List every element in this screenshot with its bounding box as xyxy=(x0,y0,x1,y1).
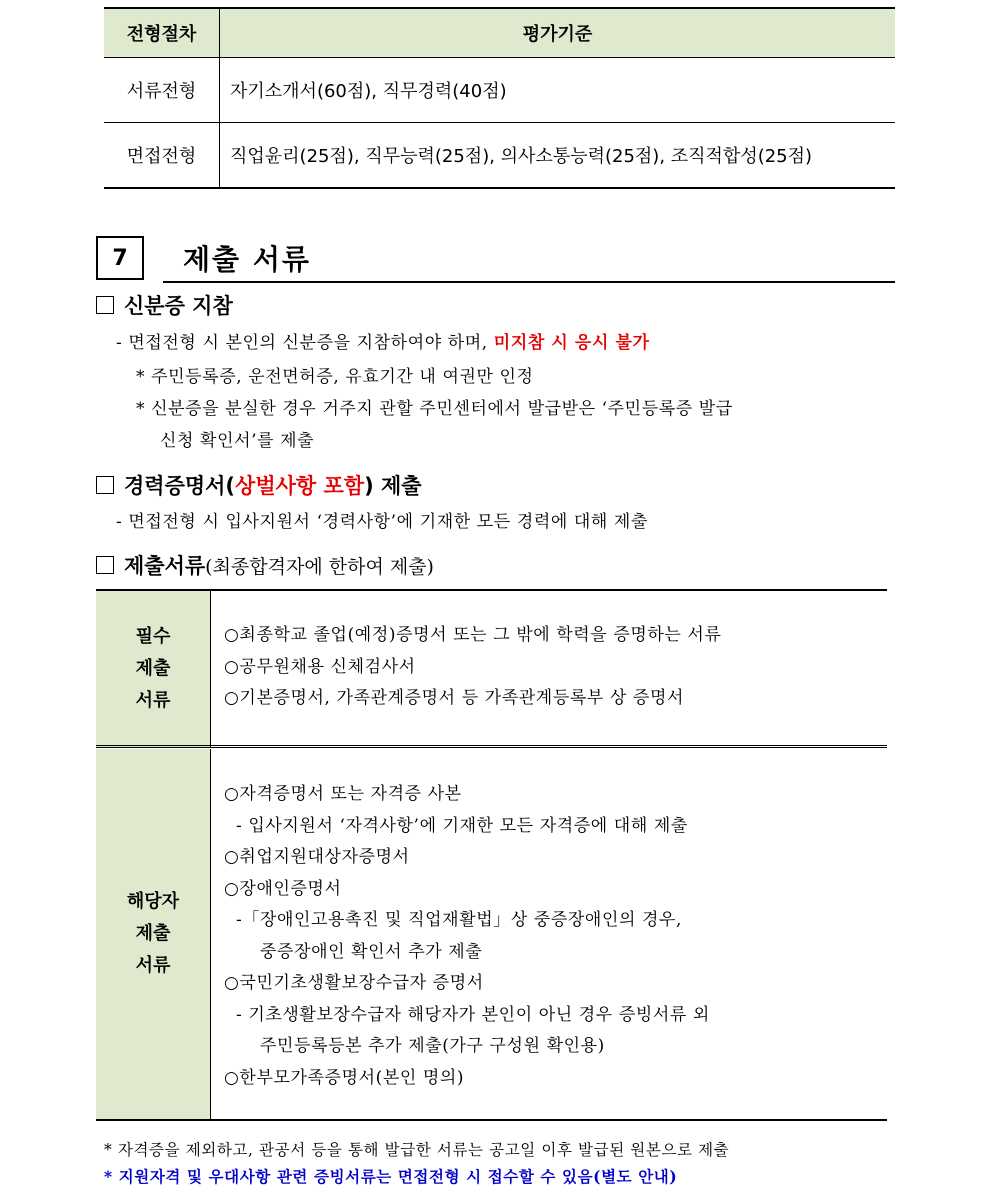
required-docs-row xyxy=(96,589,887,747)
header-stage: 전형절차 xyxy=(104,8,220,58)
list-item: ○자격증명서 또는 자격증 사본 xyxy=(224,784,462,804)
list-item: - 기초생활보장수급자 해당자가 본인이 아닌 경우 증빙서류 외 xyxy=(224,1004,710,1025)
required-label-cell: 필수 제출 서류 xyxy=(96,591,211,747)
id-card-heading: 신분증 지참 xyxy=(96,290,233,320)
list-item: ○한부모가족증명서(본인 명의) xyxy=(224,1067,465,1088)
list-item: 중증장애인 확인서 추가 제출 xyxy=(224,941,483,962)
list-item: ○장애인증명서 xyxy=(224,878,342,899)
stage-cell: 면접전형 xyxy=(104,123,220,189)
applicable-docs-list xyxy=(224,779,710,1094)
id-card-line: - 면접전형 시 본인의 신분증을 지참하여야 하며, 미지참 시 응시 불가 xyxy=(116,333,650,353)
criteria-cell: 직업윤리(25점), 직무능력(25점), 의사소통능력(25점), 조직적합성(25점) xyxy=(220,123,896,189)
list-item: - 입사지원서 ‘자격사항’에 기재한 모든 자격증에 대해 제출 xyxy=(224,815,688,836)
table-row xyxy=(104,123,895,189)
checkbox-square-icon xyxy=(96,476,114,494)
applicable-label-cell: 해당자 제출 서류 xyxy=(96,749,211,1119)
list-item: ○공무원채용 신체검사서 xyxy=(224,656,416,677)
id-card-note: * 주민등록증, 운전면허증, 유효기간 내 여권만 인정 xyxy=(136,367,534,387)
section-title: 제출 서류 xyxy=(183,243,311,276)
list-item: ○최종학교 졸업(예정)증명서 또는 그 밖에 학력을 증명하는 서류 xyxy=(224,625,722,645)
submit-heading: 제출서류(최종합격자에 한하여 제출) xyxy=(96,550,434,580)
list-item: 주민등록등본 추가 제출(가구 구성원 확인용) xyxy=(224,1036,605,1056)
required-docs-list xyxy=(224,620,721,715)
list-item: ○국민기초생활보장수급자 증명서 xyxy=(224,973,484,993)
footnote-emphasis: * 지원자격 및 우대사항 관련 증빙서류는 면접전형 시 접수할 수 있음(별도 안내) xyxy=(104,1167,678,1186)
list-item: ○기본증명서, 가족관계증명서 등 가족관계등록부 상 증명서 xyxy=(224,688,684,708)
table-row xyxy=(104,58,895,123)
checkbox-square-icon xyxy=(96,556,114,574)
evaluation-table xyxy=(104,7,895,189)
section-number: 7 xyxy=(96,236,144,280)
checkbox-square-icon xyxy=(96,296,114,314)
footnote: * 자격증을 제외하고, 관공서 등을 통해 발급한 서류는 공고일 이후 발급된 원본으로 제출 xyxy=(104,1141,730,1159)
stage-cell: 서류전형 xyxy=(104,58,220,123)
list-item: ○취업지원대상자증명서 xyxy=(224,847,410,867)
id-card-note: 신청 확인서’를 제출 xyxy=(160,431,315,451)
not-bringing-warning: 미지참 시 응시 불가 xyxy=(493,333,650,353)
id-card-note: * 신분증을 분실한 경우 거주지 관할 주민센터에서 발급받은 ‘주민등록증 발급 xyxy=(136,399,733,419)
applicable-docs-row xyxy=(96,749,887,1121)
career-heading: 경력증명서(상벌사항 포함) 제출 xyxy=(96,470,422,500)
header-criteria: 평가기준 xyxy=(220,8,896,58)
career-line: - 면접전형 시 입사지원서 ‘경력사항’에 기재한 모든 경력에 대해 제출 xyxy=(116,512,648,532)
table-header-row xyxy=(104,8,895,58)
double-divider xyxy=(96,745,887,748)
list-item: -「장애인고용촉진 및 직업재활법」상 중증장애인의 경우, xyxy=(224,910,683,930)
section-underline xyxy=(163,281,895,283)
criteria-cell: 자기소개서(60점), 직무경력(40점) xyxy=(220,58,896,123)
